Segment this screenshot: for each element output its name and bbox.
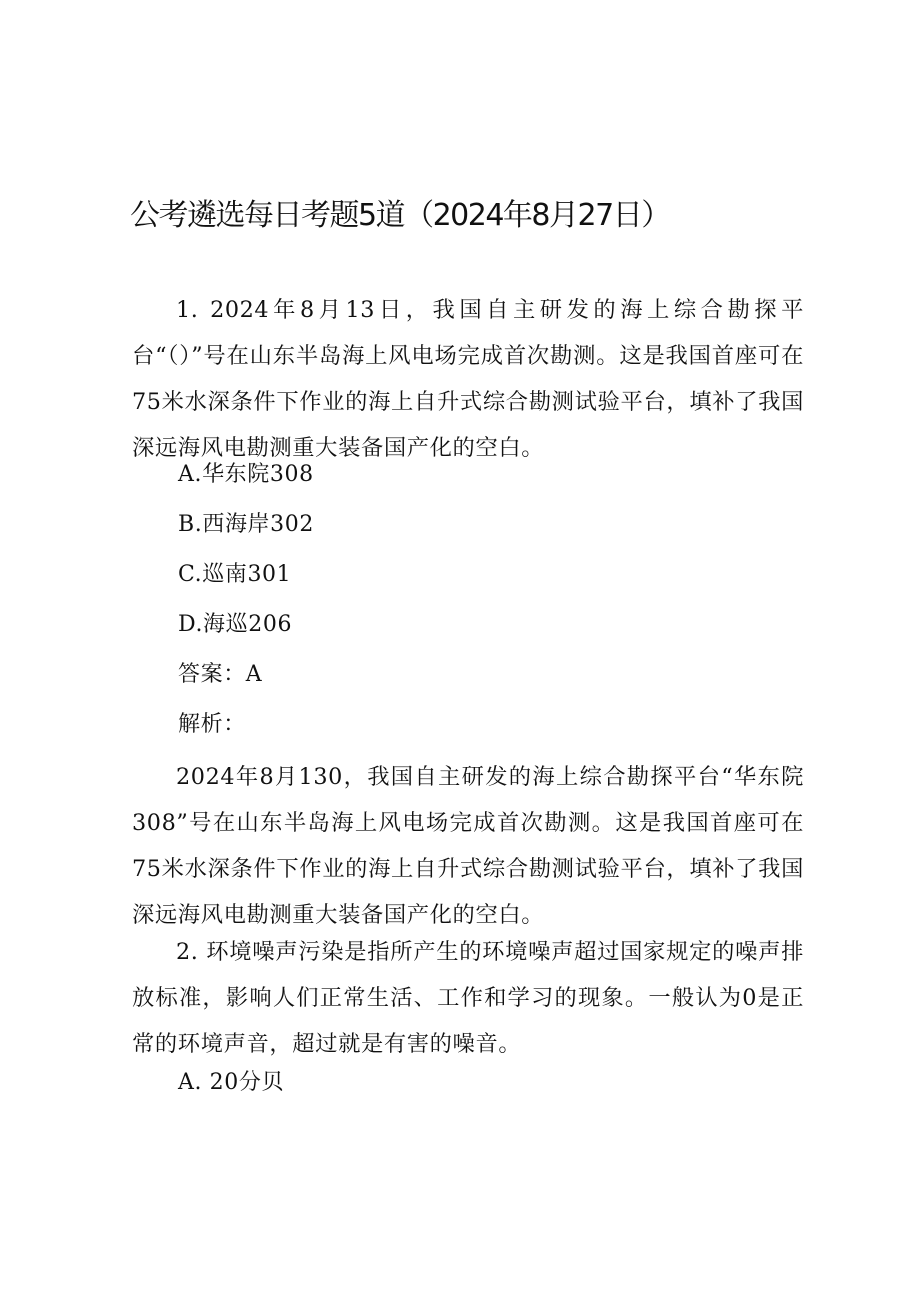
- question-1-analysis-text: 2024年8月130，我国自主研发的海上综合勘探平台“华东院308”号在山东半岛海上风电场完成首次勘测。这是我国首座可在75米水深条件下作业的海上自升式综合勘测试验平台，填补了我国深远海风电勘测重大装备国产化的空白。: [132, 764, 804, 928]
- question-1-text: 1. 2024年8月13日，我国自主研发的海上综合勘探平台“（）”号在山东半岛海上风电场完成首次勘测。这是我国首座可在75米水深条件下作业的海上自升式综合勘测试验平台，填补了我国深远海风电勘测重大装备国产化的空白。: [132, 297, 804, 461]
- question-1-option-c: C.巡南301: [178, 562, 292, 587]
- question-1-option-b: B.西海岸302: [178, 512, 314, 537]
- question-1-option-d: D.海巡206: [178, 612, 293, 637]
- question-1-answer: 答案：A: [178, 662, 263, 687]
- question-2-option-a: A. 20分贝: [178, 1070, 285, 1095]
- page-title: 公考遴选每日考题5道（2024年8月27日）: [130, 198, 670, 233]
- question-1-stem: [132, 287, 804, 471]
- question-2-stem: [132, 929, 804, 1067]
- question-2-text: 2. 环境噪声污染是指所产生的环境噪声超过国家规定的噪声排放标准，影响人们正常生活、工作和学习的现象。一般认为0是正常的环境声音，超过就是有害的噪音。: [132, 939, 804, 1057]
- question-1-option-a: A.华东院308: [178, 462, 314, 487]
- question-1-analysis: [132, 754, 804, 938]
- question-1-analysis-label: 解析：: [178, 712, 246, 737]
